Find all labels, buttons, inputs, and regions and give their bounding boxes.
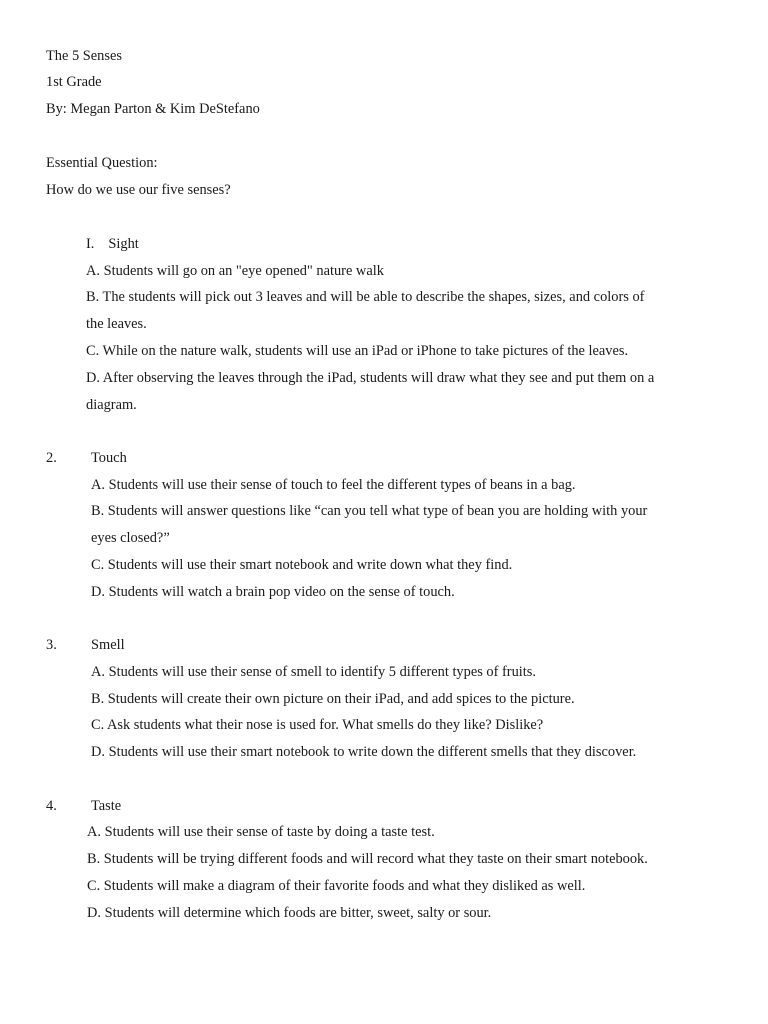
list-item: A. Students will use their sense of taste by doing a taste test. <box>87 824 435 840</box>
section-title: Sight <box>108 236 139 252</box>
list-item: C. While on the nature walk, students will use an iPad or iPhone to take pictures of the leaves. <box>86 343 629 359</box>
list-item: B. Students will answer questions like “can you tell what type of bean you are holding with your <box>91 503 648 519</box>
list-item: D. Students will determine which foods are bitter, sweet, salty or sour. <box>87 905 492 921</box>
list-item: C. Students will use their smart notebook and write down what they find. <box>91 557 513 573</box>
section-heading-sight <box>86 235 139 253</box>
section-title: Touch <box>91 450 127 466</box>
document-title: The 5 Senses <box>46 48 122 64</box>
list-item: D. After observing the leaves through the iPad, students will draw what they see and put them on a <box>86 370 655 386</box>
essential-question-label: Essential Question: <box>46 155 158 171</box>
section-title: Smell <box>91 637 125 653</box>
list-item: B. Students will be trying different foods and will record what they taste on their smart notebook. <box>87 851 648 867</box>
grade-level: 1st Grade <box>46 74 102 90</box>
section-number: I. <box>86 236 95 252</box>
section-title: Taste <box>91 798 122 814</box>
list-item: C. Students will make a diagram of their favorite foods and what they disliked as well. <box>87 878 586 894</box>
list-item: A. Students will go on an "eye opened" nature walk <box>86 263 384 279</box>
list-item: A. Students will use their sense of smell to identify 5 different types of fruits. <box>91 664 536 680</box>
list-item: D. Students will watch a brain pop video on the sense of touch. <box>91 584 455 600</box>
list-item: the leaves. <box>86 316 147 332</box>
list-item: B. Students will create their own picture on their iPad, and add spices to the picture. <box>91 691 575 707</box>
list-item: D. Students will use their smart notebook to write down the different smells that they discover. <box>91 744 637 760</box>
list-item: A. Students will use their sense of touch to feel the different types of beans in a bag. <box>91 477 576 493</box>
list-item: diagram. <box>86 397 137 413</box>
list-item: C. Ask students what their nose is used for. What smells do they like? Dislike? <box>91 717 544 733</box>
essential-question-text: How do we use our five senses? <box>46 182 231 198</box>
list-item: eyes closed?” <box>91 530 170 546</box>
section-number: 3. <box>46 637 57 653</box>
section-number: 2. <box>46 450 57 466</box>
authors-line: By: Megan Parton & Kim DeStefano <box>46 101 260 117</box>
list-item: B. The students will pick out 3 leaves and will be able to describe the shapes, sizes, and colors of <box>86 289 645 305</box>
section-number: 4. <box>46 798 57 814</box>
